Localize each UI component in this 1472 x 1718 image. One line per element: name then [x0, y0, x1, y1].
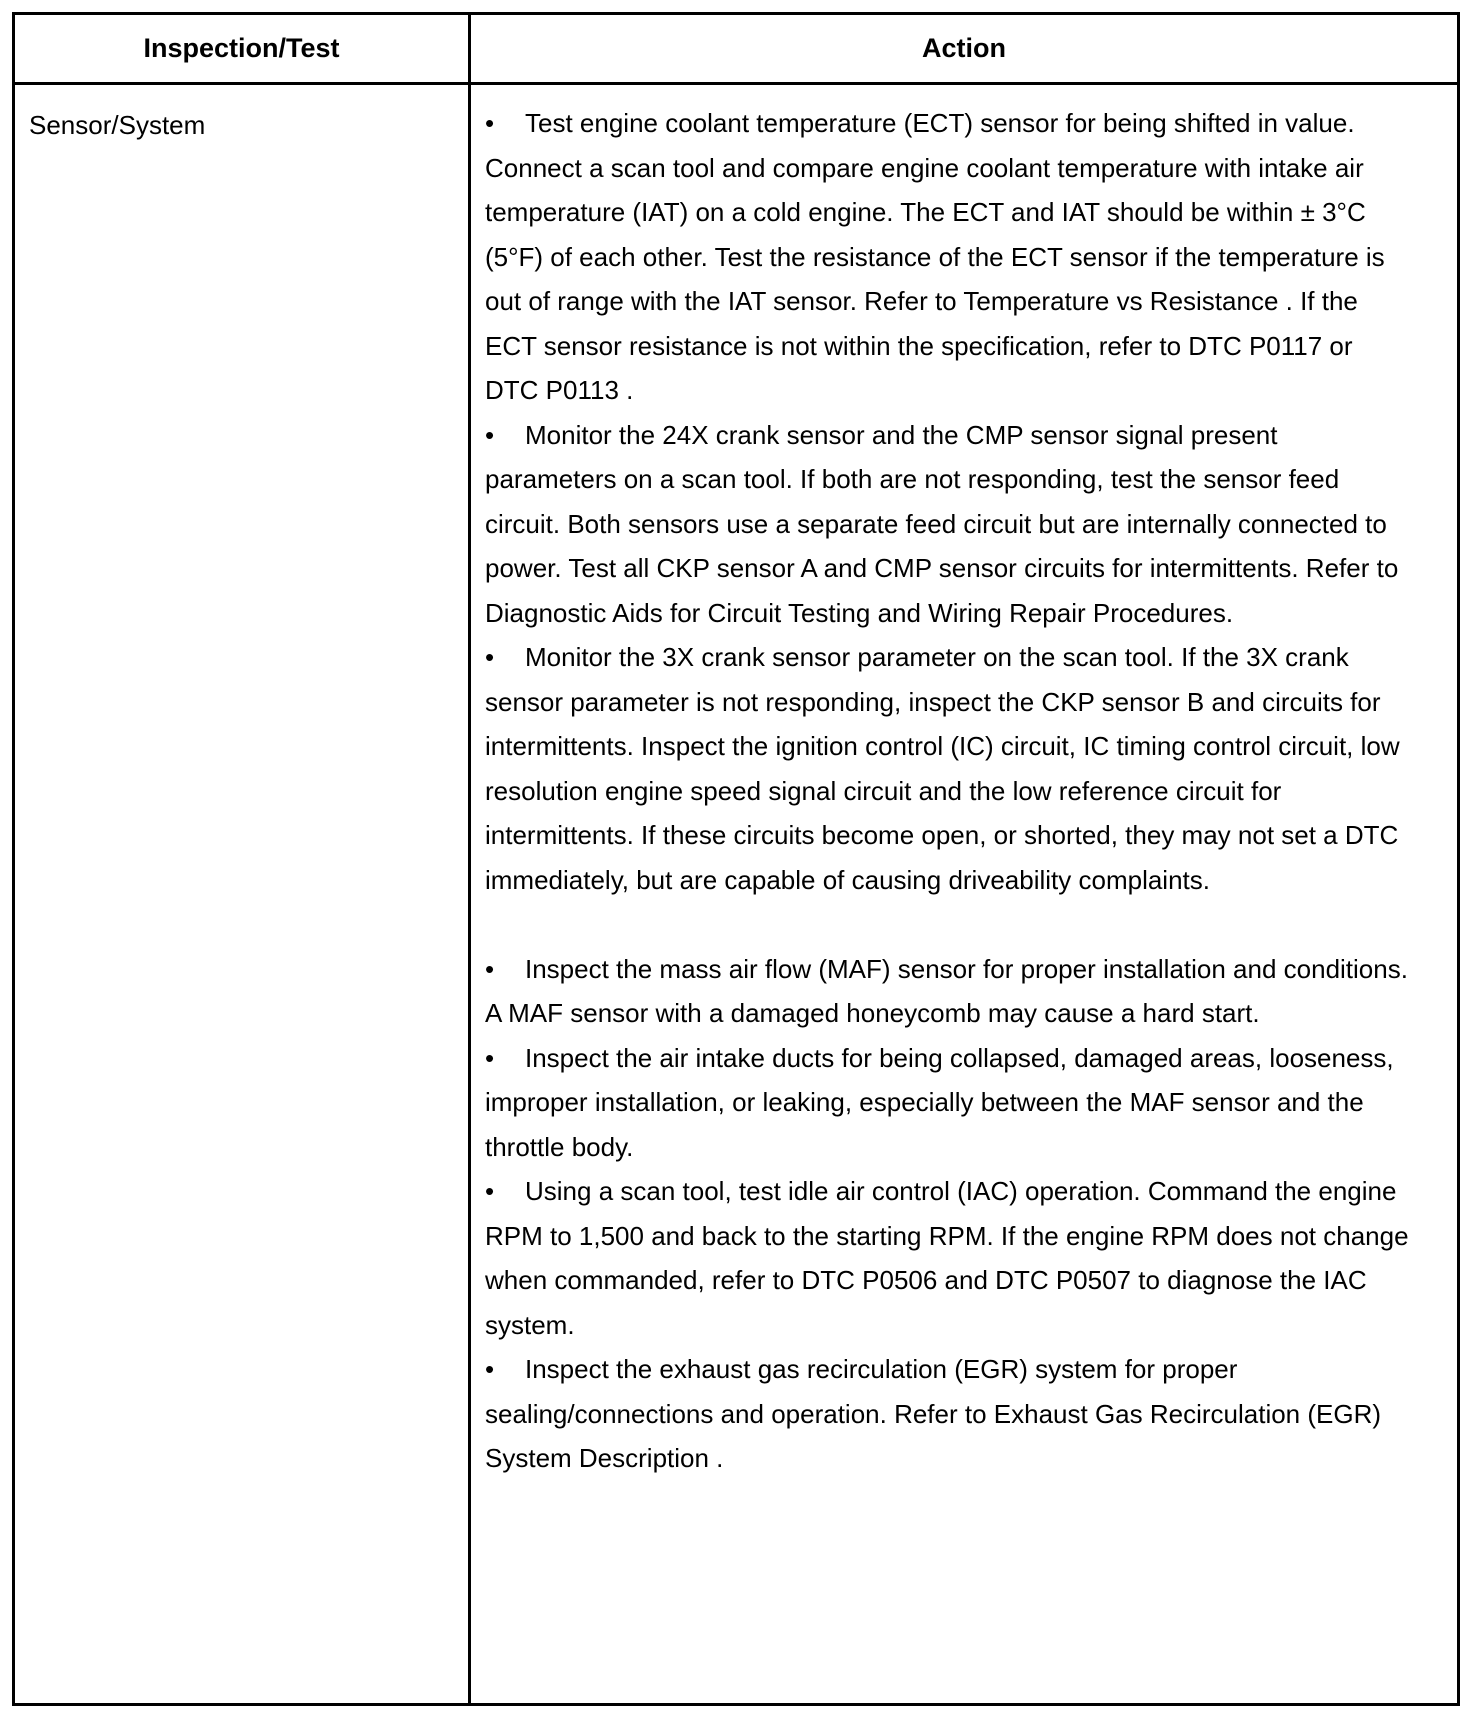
action-item-text: Monitor the 24X crank sensor and the CMP sensor signal present parameters on a scan tool. If both are not responding, test the sensor feed circuit. Both sensors use a separate feed circuit but are internally connected to power. Test all CKP sensor A and CMP sensor circuits for intermittents. Refer to Diagnostic Aids for Circuit Testing and Wiring Repair Procedures. [485, 419, 1399, 628]
header-action: Action [922, 33, 1006, 63]
action-item-24x-crank [485, 413, 1410, 636]
action-item-text: Test engine coolant temperature (ECT) sensor for being shifted in value. Connect a scan tool and compare engine coolant temperature with intake air temperature (IAT) on a cold engine. The ECT and IAT should be within ± 3°C (5°F) of each other. Test the resistance of the ECT sensor if the temperature is out of range with the IAT sensor. Refer to Temperature vs Resistance . If the ECT sensor resistance is not within the specification, refer to DTC P0117 or DTC P0113 . [485, 108, 1385, 405]
action-item-text: Using a scan tool, test idle air control (IAC) operation. Command the engine RPM to 1,500 and back to the starting RPM. If the engine RPM does not change when commanded, refer to DTC P0506 and DTC P0507 to diagnose the IAC system. [485, 1176, 1409, 1340]
bullet-icon: • [485, 642, 495, 672]
inspection-table [12, 12, 1460, 1706]
action-item-egr-system [485, 1347, 1410, 1481]
paragraph-spacer [485, 902, 1410, 947]
bullet-icon: • [485, 1042, 495, 1073]
column-divider [468, 15, 471, 1703]
action-item-text: Inspect the exhaust gas recirculation (EGR) system for proper sealing/connections and operation. Refer to Exhaust Gas Recirculation (EGR) System Description . [485, 1354, 1382, 1473]
action-item-3x-crank [485, 635, 1410, 902]
bullet-icon: • [485, 1354, 495, 1384]
action-item-text: Inspect the air intake ducts for being collapsed, damaged areas, looseness, improper installation, or leaking, especially between the MAF sensor and the throttle body. [485, 1042, 1394, 1162]
action-item-iac-operation [485, 1169, 1410, 1347]
bullet-icon: • [485, 953, 495, 984]
bullet-icon: • [485, 1176, 495, 1206]
table-header-row [15, 15, 1457, 85]
bullet-icon: • [485, 108, 495, 138]
row-label-sensor-system: Sensor/System [29, 110, 206, 140]
action-item-maf-sensor [485, 947, 1410, 1036]
action-cell [485, 101, 1410, 1481]
header-inspection-test: Inspection/Test [143, 33, 340, 63]
bullet-icon: • [485, 419, 495, 450]
action-item-ect-test [485, 101, 1410, 413]
action-item-air-intake-ducts [485, 1036, 1410, 1170]
action-item-text: Monitor the 3X crank sensor parameter on the scan tool. If the 3X crank sensor parameter is not responding, inspect the CKP sensor B and circuits for intermittents. Inspect the ignition control (IC) circuit, IC timing control circuit, low resolution engine speed signal circuit and the low reference circuit for intermittents. If these circuits become open, or shorted, they may not set a DTC immediately, but are capable of causing driveability complaints. [485, 642, 1400, 895]
action-item-text: Inspect the mass air flow (MAF) sensor for proper installation and conditions. A MAF sensor with a damaged honeycomb may cause a hard start. [485, 953, 1408, 1028]
